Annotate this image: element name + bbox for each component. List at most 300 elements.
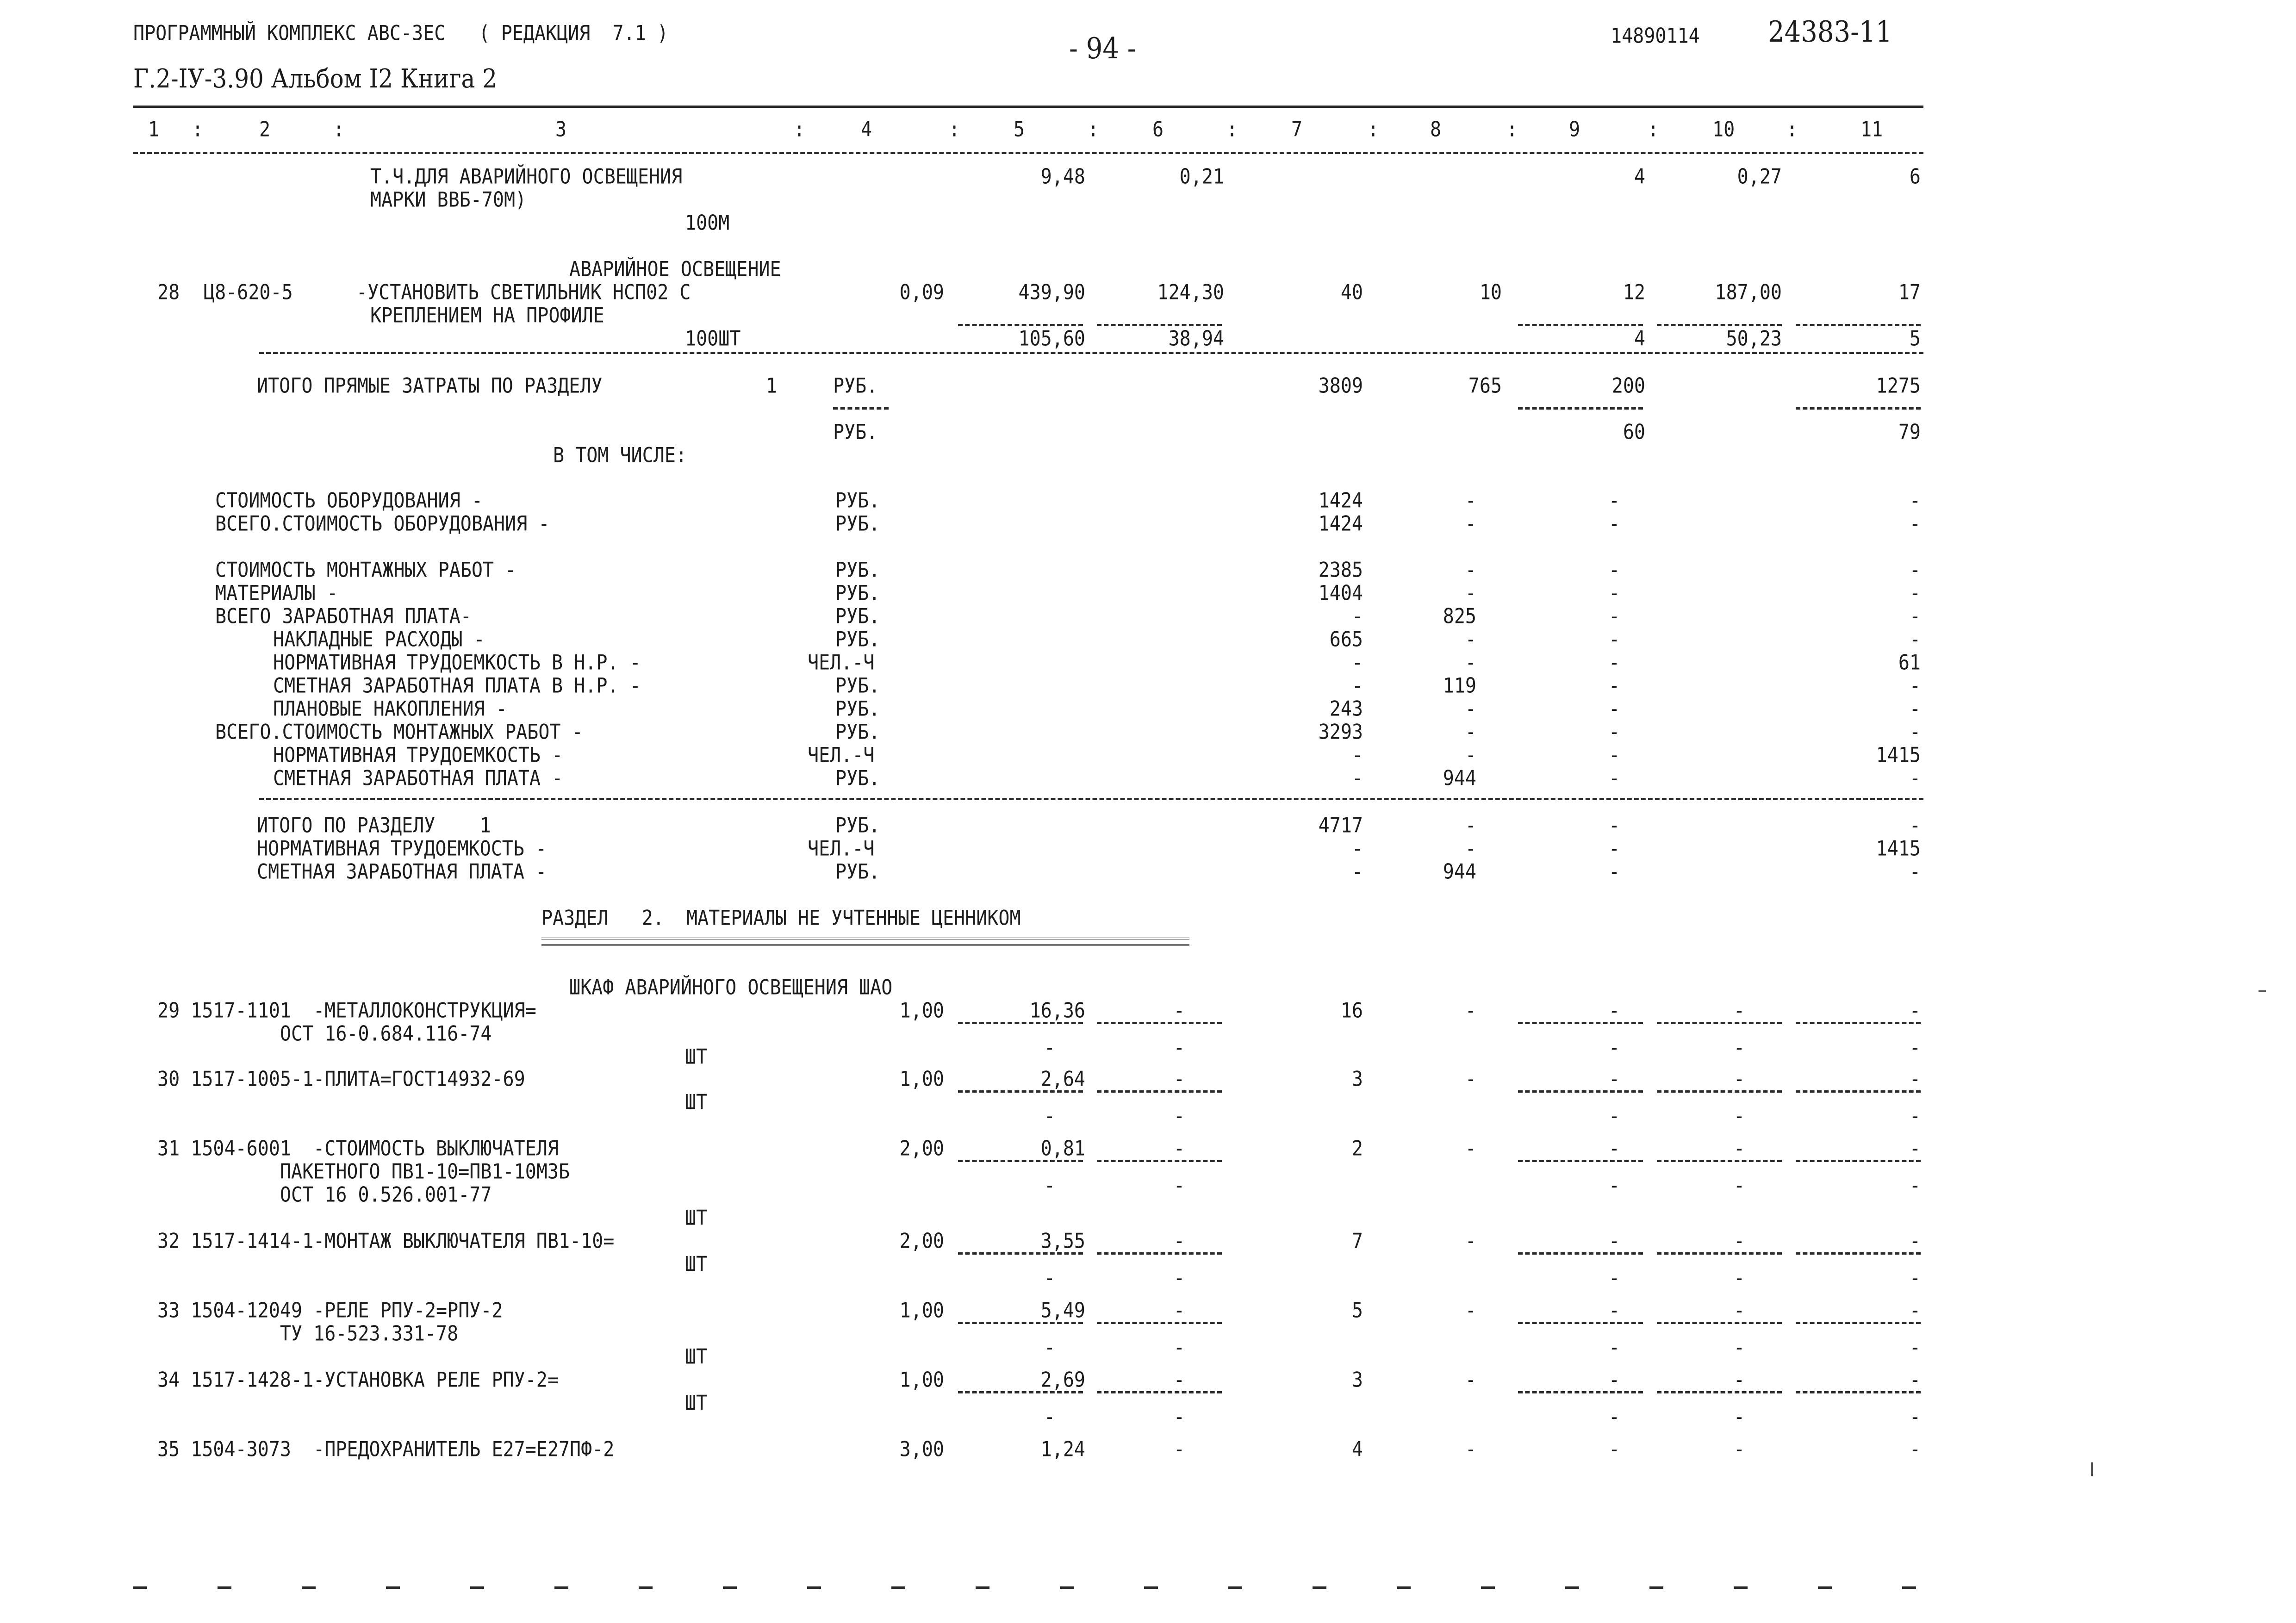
repeat-dash: - [1173, 1405, 1185, 1429]
summary-c7: - [1351, 743, 1363, 767]
repeat-dash: - [1733, 1104, 1745, 1128]
material-unit: ШТ [685, 1206, 708, 1230]
summary-label: НАКЛАДНЫЕ РАСХОДЫ - [273, 628, 485, 652]
summary-label: ВСЕГО ЗАРАБОТНАЯ ПЛАТА- [215, 604, 472, 628]
repeat-dash: - [1044, 1266, 1055, 1290]
repeat-dash: - [1044, 1174, 1055, 1198]
summary-c11: - [1909, 489, 1921, 513]
summary-c8: - [1465, 512, 1476, 536]
column-separator: : [1226, 118, 1238, 142]
summary-label: СМЕТНАЯ ЗАРАБОТНАЯ ПЛАТА В Н.Р. - [273, 674, 641, 698]
footer-dash [218, 1586, 231, 1589]
summary-c9: - [1608, 651, 1620, 675]
summary-unit: РУБ. [835, 489, 880, 513]
value-rule [1518, 1391, 1643, 1393]
material-c8: - [1465, 1368, 1476, 1392]
item-description: МАРКИ ВВБ-70М) [370, 188, 527, 212]
summary-unit: РУБ. [835, 766, 880, 790]
summary-unit: РУБ. [835, 581, 880, 605]
summary-c8: - [1465, 489, 1476, 513]
column-header-11: 11 [1860, 118, 1883, 142]
repeat-dash: - [1173, 1336, 1185, 1360]
column-separator: : [333, 118, 345, 142]
column-separator: : [1368, 118, 1379, 142]
total-direct-unit: РУБ. [833, 374, 878, 398]
value-rule [1518, 1022, 1643, 1024]
footer-dash [386, 1586, 400, 1589]
header-bottom-rule [133, 152, 1923, 154]
total-direct-c11: 1275 [1876, 374, 1921, 398]
summary-c11: - [1909, 604, 1921, 628]
section-total-c7: 4717 [1318, 814, 1363, 838]
value-rule [1097, 324, 1222, 326]
value-rule [1796, 324, 1921, 326]
repeat-dash: - [1044, 1336, 1055, 1360]
material-c9: - [1608, 1067, 1620, 1091]
summary-c7: 243 [1329, 697, 1363, 721]
summary-c11: - [1909, 628, 1921, 652]
material-c9: - [1608, 1368, 1620, 1392]
repeat-dash: - [1173, 1104, 1185, 1128]
group-title: АВАРИЙНОЕ ОСВЕЩЕНИЕ [569, 257, 781, 281]
scan-mark [2259, 990, 2266, 992]
section-total-c9: - [1608, 837, 1620, 861]
material-c11: - [1909, 1437, 1921, 1461]
cell-c8: 10 [1479, 280, 1502, 305]
value-rule [1657, 1391, 1782, 1393]
repeat-dash: - [1909, 1405, 1921, 1429]
program-header: ПРОГРАММНЫЙ КОМПЛЕКС АВС-3ЕС ( РЕДАКЦИЯ 7.1 ) [133, 21, 668, 45]
summary-c11: - [1909, 766, 1921, 790]
summary-c11: 1415 [1876, 743, 1921, 767]
total-direct-label: ИТОГО ПРЯМЫЕ ЗАТРАТЫ ПО РАЗДЕЛУ [257, 374, 603, 398]
material-c6: - [1173, 1299, 1185, 1323]
material-cost: 7 [1351, 1229, 1363, 1253]
material-unit: ШТ [685, 1391, 708, 1415]
material-c10: - [1733, 1368, 1745, 1392]
summary-c7: - [1351, 766, 1363, 790]
summary-c9: - [1608, 581, 1620, 605]
material-qty: 2,00 [899, 1137, 944, 1161]
album-title: Г.2-IУ-3.90 Альбом I2 Книга 2 [133, 63, 498, 94]
column-header-9: 9 [1569, 118, 1580, 142]
total-direct-unit-2: РУБ. [833, 420, 878, 444]
material-c8: - [1465, 1229, 1476, 1253]
column-header-3: 3 [555, 118, 567, 142]
material-line: 34 1517-1428-1-УСТАНОВКА РЕЛЕ РПУ-2= [157, 1368, 559, 1392]
column-header-1: 1 [148, 118, 160, 142]
cell-c10: 50,23 [1726, 327, 1782, 351]
cell-c7: 40 [1340, 280, 1363, 305]
section2-title: РАЗДЕЛ 2. МАТЕРИАЛЫ НЕ УЧТЕННЫЕ ЦЕННИКОМ [541, 906, 1021, 930]
section-total-c9: - [1608, 860, 1620, 884]
section-total-label: НОРМАТИВНАЯ ТРУДОЕМКОСТЬ - [257, 837, 547, 861]
summary-label: ВСЕГО.СТОИМОСТЬ МОНТАЖНЫХ РАБОТ - [215, 720, 583, 744]
repeat-dash: - [1733, 1266, 1745, 1290]
material-cost: 3 [1351, 1368, 1363, 1392]
value-rule [1657, 1160, 1782, 1162]
material-c10: - [1733, 1299, 1745, 1323]
material-price: 1,24 [1040, 1437, 1085, 1461]
header-top-rule [133, 106, 1923, 108]
value-rule [1097, 1391, 1222, 1393]
material-qty: 2,00 [899, 1229, 944, 1253]
repeat-dash: - [1733, 1036, 1745, 1060]
summary-c8: - [1465, 581, 1476, 605]
footer-dash [554, 1586, 568, 1589]
material-c8: - [1465, 1299, 1476, 1323]
summary-c7: 3293 [1318, 720, 1363, 744]
material-c6: - [1173, 1137, 1185, 1161]
material-qty: 1,00 [899, 999, 944, 1023]
summary-c8: - [1465, 720, 1476, 744]
section-total-label: ИТОГО ПО РАЗДЕЛУ 1 [257, 814, 491, 838]
column-separator: : [1506, 118, 1518, 142]
summary-c8: 825 [1443, 604, 1476, 628]
value-rule [1657, 324, 1782, 326]
summary-label: СМЕТНАЯ ЗАРАБОТНАЯ ПЛАТА - [273, 766, 563, 790]
material-c9: - [1608, 1299, 1620, 1323]
summary-c9: - [1608, 628, 1620, 652]
material-c8: - [1465, 1067, 1476, 1091]
material-c9: - [1608, 1437, 1620, 1461]
column-header-7: 7 [1291, 118, 1303, 142]
repeat-dash: - [1608, 1336, 1620, 1360]
cell-c5: 105,60 [1018, 327, 1085, 351]
material-c11: - [1909, 1067, 1921, 1091]
material-cost: 4 [1351, 1437, 1363, 1461]
material-c9: - [1608, 1137, 1620, 1161]
column-separator: : [1786, 118, 1798, 142]
column-separator: : [949, 118, 960, 142]
material-c10: - [1733, 999, 1745, 1023]
item-description: Т.Ч.ДЛЯ АВАРИЙНОГО ОСВЕЩЕНИЯ [370, 165, 683, 189]
summary-c7: 665 [1329, 628, 1363, 652]
footer-dash [1649, 1586, 1663, 1589]
material-c9: - [1608, 1229, 1620, 1253]
material-c11: - [1909, 1137, 1921, 1161]
value-rule [1097, 1252, 1222, 1255]
section-total-c7: - [1351, 860, 1363, 884]
summary-c9: - [1608, 766, 1620, 790]
material-c6: - [1173, 999, 1185, 1023]
value-rule [1518, 324, 1643, 326]
item-unit: 100М [685, 211, 730, 235]
footer-dash [639, 1586, 653, 1589]
scan-mark [2091, 1462, 2093, 1476]
repeat-dash: - [1044, 1104, 1055, 1128]
footer-dash [302, 1586, 316, 1589]
section-total-c9: - [1608, 814, 1620, 838]
summary-c9: - [1608, 697, 1620, 721]
material-line: 29 1517-1101 -МЕТАЛЛОКОНСТРУКЦИЯ= [157, 999, 536, 1023]
footer-dash [1818, 1586, 1832, 1589]
material-line: 30 1517-1005-1-ПЛИТА=ГОСТ14932-69 [157, 1067, 525, 1091]
summary-c8: - [1465, 558, 1476, 582]
cell-c9: 4 [1634, 165, 1645, 189]
material-line: ТУ 16-523.331-78 [157, 1322, 459, 1346]
repeat-dash: - [1909, 1174, 1921, 1198]
repeat-dash: - [1608, 1405, 1620, 1429]
summary-c7: 1404 [1318, 581, 1363, 605]
material-c8: - [1465, 1437, 1476, 1461]
repeat-dash: - [1173, 1266, 1185, 1290]
cell-c4: 0,09 [899, 280, 944, 305]
summary-c11: - [1909, 720, 1921, 744]
value-rule [1097, 1090, 1222, 1093]
repeat-dash: - [1044, 1405, 1055, 1429]
material-line: 32 1517-1414-1-МОНТАЖ ВЫКЛЮЧАТЕЛЯ ПВ1-10= [157, 1229, 615, 1253]
footer-dash [1228, 1586, 1242, 1589]
repeat-dash: - [1909, 1336, 1921, 1360]
material-price: 0,81 [1040, 1137, 1085, 1161]
cell-c9: 4 [1634, 327, 1645, 351]
material-unit: ШТ [685, 1252, 708, 1276]
value-rule [1518, 1160, 1643, 1162]
summary-c9: - [1608, 558, 1620, 582]
material-c11: - [1909, 1368, 1921, 1392]
summary-c7: - [1351, 651, 1363, 675]
summary-c7: - [1351, 674, 1363, 698]
summary-label: ПЛАНОВЫЕ НАКОПЛЕНИЯ - [273, 697, 507, 721]
material-unit: ШТ [685, 1090, 708, 1114]
value-rule [1097, 1160, 1222, 1162]
summary-label: НОРМАТИВНАЯ ТРУДОЕМКОСТЬ В Н.Р. - [273, 651, 641, 675]
value-rule [1518, 1252, 1643, 1255]
unit-rule [833, 407, 889, 410]
material-c10: - [1733, 1067, 1745, 1091]
value-rule [1796, 1090, 1921, 1093]
summary-unit: РУБ. [835, 720, 880, 744]
material-unit: ШТ [685, 1045, 708, 1069]
footer-dash [976, 1586, 989, 1589]
material-price: 3,55 [1040, 1229, 1085, 1253]
column-header-5: 5 [1014, 118, 1025, 142]
section-rule [259, 352, 1923, 354]
footer-dash [1902, 1586, 1916, 1589]
item-description: -УСТАНОВИТЬ СВЕТИЛЬНИК НСП02 С [356, 280, 691, 305]
material-cost: 16 [1340, 999, 1363, 1023]
summary-c8: 944 [1443, 766, 1476, 790]
item-unit: 100ШТ [685, 327, 741, 351]
total-direct-c8: 765 [1468, 374, 1502, 398]
summary-c8: - [1465, 697, 1476, 721]
value-rule [1518, 1090, 1643, 1093]
summary-label: НОРМАТИВНАЯ ТРУДОЕМКОСТЬ - [273, 743, 563, 767]
value-rule [1518, 407, 1643, 410]
material-price: 16,36 [1029, 999, 1085, 1023]
material-line: 33 1504-12049 -РЕЛЕ РПУ-2=РПУ-2 [157, 1299, 503, 1323]
repeat-dash: - [1909, 1036, 1921, 1060]
material-c6: - [1173, 1067, 1185, 1091]
cell-c5: 9,48 [1040, 165, 1085, 189]
material-c11: - [1909, 1229, 1921, 1253]
value-rule [958, 324, 1083, 326]
footer-dash [1734, 1586, 1748, 1589]
section-total-c11: - [1909, 860, 1921, 884]
column-header-10: 10 [1712, 118, 1735, 142]
column-header-4: 4 [861, 118, 872, 142]
total-direct2-c9: 60 [1623, 420, 1645, 444]
item-number: 28 [157, 280, 180, 305]
summary-c11: - [1909, 581, 1921, 605]
repeat-dash: - [1909, 1104, 1921, 1128]
column-header-6: 6 [1152, 118, 1164, 142]
summary-c11: 61 [1898, 651, 1921, 675]
summary-c9: - [1608, 604, 1620, 628]
value-rule [1796, 407, 1921, 410]
value-rule [1657, 1252, 1782, 1255]
value-rule [1796, 1160, 1921, 1162]
section2-double-rule [541, 944, 1189, 946]
footer-dash [1060, 1586, 1074, 1589]
material-qty: 3,00 [899, 1437, 944, 1461]
material-price: 2,69 [1040, 1368, 1085, 1392]
summary-c7: 1424 [1318, 512, 1363, 536]
cell-c11: 6 [1909, 165, 1921, 189]
section-total-label: СМЕТНАЯ ЗАРАБОТНАЯ ПЛАТА - [257, 860, 547, 884]
summary-unit: РУБ. [835, 697, 880, 721]
column-separator: : [1648, 118, 1659, 142]
material-c6: - [1173, 1437, 1185, 1461]
material-line: ОСТ 16-0.684.116-74 [157, 1022, 492, 1046]
material-price: 2,64 [1040, 1067, 1085, 1091]
material-c10: - [1733, 1137, 1745, 1161]
item-description: КРЕПЛЕНИЕМ НА ПРОФИЛЕ [370, 304, 604, 328]
material-c9: - [1608, 999, 1620, 1023]
material-line: 31 1504-6001 -СТОИМОСТЬ ВЫКЛЮЧАТЕЛЯ [157, 1137, 559, 1161]
footer-dash [1481, 1586, 1495, 1589]
summary-unit: РУБ. [835, 512, 880, 536]
summary-c11: - [1909, 558, 1921, 582]
material-c10: - [1733, 1229, 1745, 1253]
material-line: 35 1504-3073 -ПРЕДОХРАНИТЕЛЬ Е27=Е27ПФ-2 [157, 1437, 615, 1461]
footer-dash [891, 1586, 905, 1589]
material-c8: - [1465, 1137, 1476, 1161]
material-c11: - [1909, 999, 1921, 1023]
section-total-c8: - [1465, 837, 1476, 861]
summary-unit: РУБ. [835, 558, 880, 582]
summary-label: МАТЕРИАЛЫ - [215, 581, 338, 605]
repeat-dash: - [1909, 1266, 1921, 1290]
footer-dash [133, 1586, 147, 1589]
column-header-8: 8 [1430, 118, 1442, 142]
cell-c11: 17 [1898, 280, 1921, 305]
value-rule [1657, 1022, 1782, 1024]
cell-c6: 0,21 [1179, 165, 1224, 189]
cell-c10: 187,00 [1715, 280, 1782, 305]
value-rule [958, 1391, 1083, 1393]
total-direct-section: 1 [766, 374, 778, 398]
footer-dash [1397, 1586, 1411, 1589]
cell-c5: 439,90 [1018, 280, 1085, 305]
section-total-unit: ЧЕЛ.-Ч [808, 837, 875, 861]
repeat-dash: - [1608, 1104, 1620, 1128]
summary-c8: 119 [1443, 674, 1476, 698]
summary-c7: 1424 [1318, 489, 1363, 513]
summary-c8: - [1465, 651, 1476, 675]
summary-label: СТОИМОСТЬ МОНТАЖНЫХ РАБОТ - [215, 558, 516, 582]
material-unit: ШТ [685, 1345, 708, 1369]
material-c8: - [1465, 999, 1476, 1023]
summary-unit: РУБ. [835, 604, 880, 628]
value-rule [1657, 1322, 1782, 1324]
section-total-c7: - [1351, 837, 1363, 861]
summary-label: ВСЕГО.СТОИМОСТЬ ОБОРУДОВАНИЯ - [215, 512, 550, 536]
value-rule [1518, 1322, 1643, 1324]
summary-c9: - [1608, 512, 1620, 536]
cell-c9: 12 [1623, 280, 1645, 305]
page-number: - 94 - [1069, 31, 1136, 66]
summary-c9: - [1608, 674, 1620, 698]
section-total-c11: - [1909, 814, 1921, 838]
value-rule [1796, 1022, 1921, 1024]
material-c6: - [1173, 1368, 1185, 1392]
repeat-dash: - [1173, 1174, 1185, 1198]
including-label: В ТОМ ЧИСЛЕ: [553, 443, 687, 467]
summary-c7: - [1351, 604, 1363, 628]
summary-c9: - [1608, 489, 1620, 513]
summary-unit: РУБ. [835, 674, 880, 698]
value-rule [958, 1322, 1083, 1324]
material-c10: - [1733, 1437, 1745, 1461]
summary-c7: 2385 [1318, 558, 1363, 582]
material-cost: 5 [1351, 1299, 1363, 1323]
summary-c8: - [1465, 743, 1476, 767]
footer-dash [1313, 1586, 1326, 1589]
repeat-dash: - [1044, 1036, 1055, 1060]
cell-c6: 38,94 [1168, 327, 1224, 351]
value-rule [1796, 1252, 1921, 1255]
column-header-2: 2 [259, 118, 271, 142]
footer-dash [723, 1586, 737, 1589]
summary-unit: ЧЕЛ.-Ч [808, 743, 875, 767]
section-rule [259, 798, 1923, 800]
value-rule [958, 1252, 1083, 1255]
footer-dash [470, 1586, 484, 1589]
summary-label: СТОИМОСТЬ ОБОРУДОВАНИЯ - [215, 489, 483, 513]
value-rule [1097, 1322, 1222, 1324]
summary-c9: - [1608, 743, 1620, 767]
total-direct-c9: 200 [1612, 374, 1645, 398]
section-total-c8: 944 [1443, 860, 1476, 884]
section2-double-rule [541, 938, 1189, 939]
repeat-dash: - [1608, 1036, 1620, 1060]
summary-c9: - [1608, 720, 1620, 744]
repeat-dash: - [1733, 1405, 1745, 1429]
section-total-c11: 1415 [1876, 837, 1921, 861]
cell-c11: 5 [1909, 327, 1921, 351]
footer-dash [1144, 1586, 1158, 1589]
footer-dash [1565, 1586, 1579, 1589]
summary-unit: РУБ. [835, 628, 880, 652]
column-separator: : [794, 118, 805, 142]
column-separator: : [1088, 118, 1099, 142]
material-qty: 1,00 [899, 1299, 944, 1323]
summary-c11: - [1909, 512, 1921, 536]
material-line: ПАКЕТНОГО ПВ1-10=ПВ1-10М3Б [157, 1160, 570, 1184]
material-c11: - [1909, 1299, 1921, 1323]
section-total-unit: РУБ. [835, 860, 880, 884]
total-direct2-c11: 79 [1898, 420, 1921, 444]
total-direct-c7: 3809 [1318, 374, 1363, 398]
repeat-dash: - [1608, 1174, 1620, 1198]
value-rule [958, 1022, 1083, 1024]
cell-c10: 0,27 [1737, 165, 1782, 189]
material-qty: 1,00 [899, 1368, 944, 1392]
value-rule [1796, 1391, 1921, 1393]
summary-c8: - [1465, 628, 1476, 652]
